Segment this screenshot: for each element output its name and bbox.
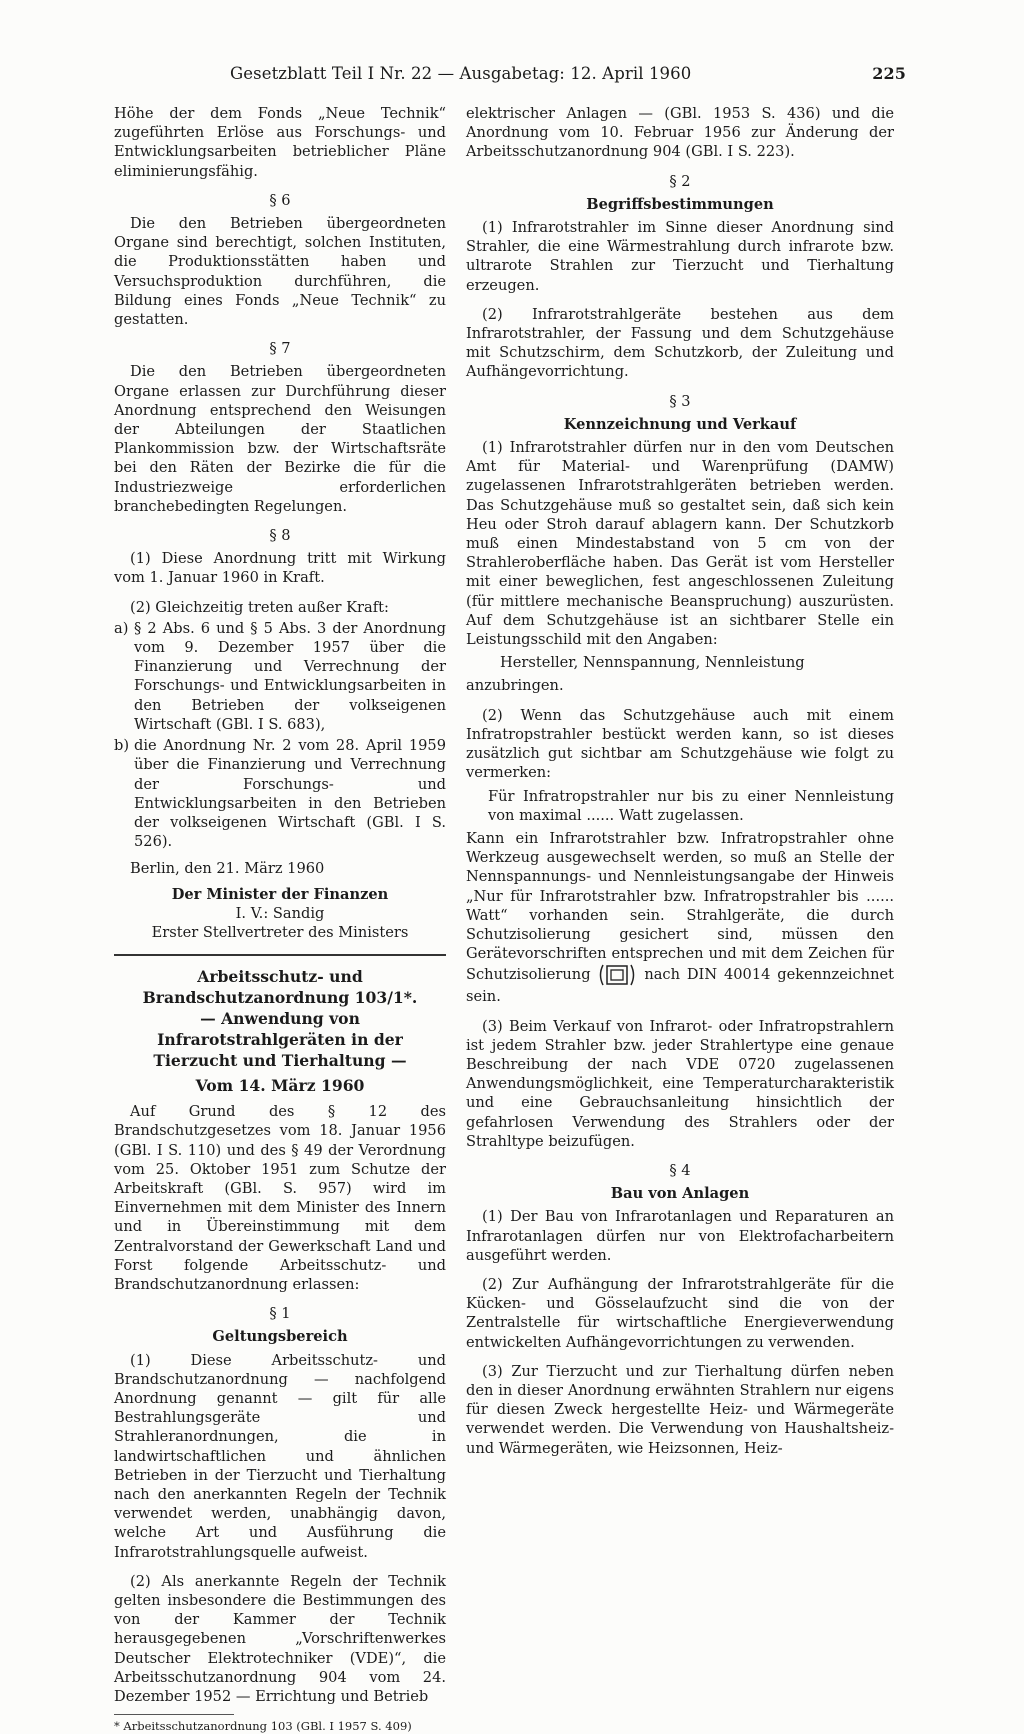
section-3-paragraph-2: (2) Wenn das Schutzgehäuse auch mit einem Infratropstrahler bestückt werden kann, so ist dieses zusätzlich gut sichtbar am Schutzgehäuse wie folgt zu vermerken: bbox=[466, 706, 894, 782]
section-4-heading: § 4 bbox=[669, 1161, 691, 1179]
signatory-role: Erster Stellvertreter des Ministers bbox=[151, 923, 409, 941]
section-3-notice: Für Infratropstrahler nur bis zu einer Nennleistung von maximal ...... Watt zugelassen. bbox=[488, 787, 894, 824]
list-item bbox=[114, 736, 446, 851]
section-1-title: Geltungsbereich bbox=[212, 1328, 348, 1346]
double-square-icon bbox=[597, 963, 637, 987]
page-header bbox=[230, 64, 906, 86]
section-3-paragraph-3: (3) Beim Verkauf von Infrarot- oder Infratropstrahlern ist jedem Strahler bzw. jeder Strahlertype eine genaue Beschreibung der nach VDE 0720 zugelassenen Anwendungsmöglichkeit, eine Temperaturcharakteristik und eine Gebrauchsanleitung hinsichtlich der gefahrlosen Verwendung des Strahlers oder der Strahltype beizufügen. bbox=[466, 1017, 894, 1150]
section-8-paragraph-2: (2) Gleichzeitig treten außer Kraft: bbox=[130, 598, 389, 616]
section-3-paragraph-2b-end: nach DIN 40014 gekennzeichnet sein. bbox=[466, 966, 894, 1006]
section-6-text: Die den Betrieben übergeordneten Organe sind berechtigt, solchen Instituten, die Produktionsstätten haben und Versuchsproduktion durchführen, die Bildung eines Fonds „Neue Technik“ zu gestatten. bbox=[114, 215, 446, 329]
act-date: Vom 14. März 1960 bbox=[195, 1076, 365, 1096]
section-8-heading: § 8 bbox=[269, 527, 291, 545]
continuation-paragraph: elektrischer Anlagen — (GBl. 1953 S. 436) und die Anordnung vom 10. Februar 1956 zur Änderung der Arbeitsschutzanordnung 904 (GBl. I S. 223). bbox=[466, 105, 894, 161]
section-7-text: Die den Betrieben übergeordneten Organe erlassen zur Durchführung dieser Anordnung entsprechend den Weisungen der Abteilungen der Staatlichen Plankommission bzw. der Wirtschaftsräte bei den Räten der Bezirke die für die Industriezweige erforderlichen branchebedingten Regelungen. bbox=[114, 363, 446, 515]
section-2-title: Begriffsbestimmungen bbox=[586, 195, 774, 213]
place-date: Berlin, den 21. März 1960 bbox=[130, 860, 325, 878]
list-item bbox=[114, 619, 446, 734]
divider bbox=[114, 954, 446, 956]
signatory-name: I. V.: Sandig bbox=[235, 904, 325, 922]
section-3-anzubringen: anzubringen. bbox=[466, 677, 564, 695]
section-3-paragraph-2b-text: Kann ein Infrarotstrahler bzw. Infratropstrahler ohne Werkzeug ausgewechselt werden, so muß an Stelle der Nennspannungs- und Nennleistungsangabe der Hinweis „Nur für Infrarotstrahler bzw. Infratropstrahler bis ...... Watt“ vorhanden sein. Strahlgeräte, die durch Schutzisolierung gesichert sind, müssen den Gerätevorschriften entsprechen und mit dem Zeichen für Schutzisolierung bbox=[466, 829, 894, 984]
section-4-title: Bau von Anlagen bbox=[610, 1185, 750, 1203]
section-4-paragraph-1: (1) Der Bau von Infrarotanlagen und Reparaturen an Infrarotanlagen dürfen nur von Elektrofacharbeitern ausgeführt werden. bbox=[466, 1208, 894, 1264]
section-3-paragraph-1: (1) Infrarotstrahler dürfen nur in den vom Deutschen Amt für Material- und Warenprüfung (DAMW) zugelassenen Infrarotstrahlgeräten betrieben werden. Das Schutzgehäuse muß so gestaltet sein, daß sich kein Heu oder Stroh darauf ablagern kann. Der Schutzkorb muß einen Mindestabstand von 5 cm von der Strahleroberfläche haben. Das Gerät ist vom Hersteller mit einer beweglichen, fest angeschlossenen Zuleitung (für mittlere mechanische Beanspruchung) auszurüsten. Auf dem Schutzgehäuse ist an sichtbarer Stelle ein Leistungsschild mit den Angaben: bbox=[466, 439, 894, 649]
nameplate-items: Hersteller, Nennspannung, Nennleistung bbox=[500, 654, 805, 672]
section-4-paragraph-3: (3) Zur Tierzucht und zur Tierhaltung dürfen neben den in dieser Anordnung erwähnten Strahlern nur eigens für diesen Zweck hergestellte Heiz- und Wärmegeräte verwendet werden. Die Verwendung von Haushaltsheiz- und Wärmegeräten, wie Heizsonnen, Heiz- bbox=[466, 1362, 894, 1457]
protective-insulation-symbol bbox=[597, 963, 637, 987]
act-subtitle: — Anwendung von Infrarotstrahlgeräten in der Tierzucht und Tierhaltung — bbox=[153, 1009, 407, 1071]
section-3-paragraph-2b bbox=[466, 829, 894, 1007]
section-1-paragraph-2: (2) Als anerkannte Regeln der Technik gelten insbesondere die Bestimmungen des von der Kammer der Technik herausgegebenen „Vorschriftenwerkes Deutscher Elektrotechniker (VDE)“, die Arbeitsschutzanordnung 904 vom 24. Dezember 1952 — Errichtung und Betrieb bbox=[114, 1572, 446, 1706]
section-3-title: Kennzeichnung und Verkauf bbox=[563, 415, 797, 433]
list-label: a) bbox=[114, 619, 129, 637]
left-column bbox=[114, 104, 446, 1734]
footnote-divider bbox=[114, 1714, 234, 1715]
right-column bbox=[466, 104, 894, 1468]
signatory-title: Der Minister der Finanzen bbox=[171, 885, 389, 903]
list-text: § 2 Abs. 6 und § 5 Abs. 3 der Anordnung vom 9. Dezember 1957 über die Finanzierung und Verrechnung der Forschungs- und Entwicklungsarbeiten in den Betrieben der volkseigenen Wirtschaft (GBl. I S. 683), bbox=[134, 619, 446, 733]
section-2-heading: § 2 bbox=[669, 172, 691, 190]
act-title: Arbeitsschutz- und Brandschutzanordnung 103/1*. bbox=[142, 967, 418, 1008]
intro-paragraph: Höhe der dem Fonds „Neue Technik“ zugeführten Erlöse aus Forschungs- und Entwicklungsarbeiten betrieblicher Pläne eliminierungsfähig. bbox=[114, 105, 446, 180]
list-text: die Anordnung Nr. 2 vom 28. April 1959 über die Finanzierung und Verrechnung der Forschungs- und Entwicklungsarbeiten in den Betrieben der volkseigenen Wirtschaft (GBl. I S. 526). bbox=[134, 737, 446, 851]
section-2-paragraph-2: (2) Infrarotstrahlgeräte bestehen aus dem Infrarotstrahler, der Fassung und dem Schutzgehäuse mit Schutzschirm, dem Schutzkorb, der Zuleitung und Aufhängevorrichtung. bbox=[466, 305, 894, 381]
section-1-paragraph-1: (1) Diese Arbeitsschutz- und Brandschutzanordnung — nachfolgend Anordnung genannt — gilt für alle Bestrahlungsgeräte und Strahleranordnungen, die in landwirtschaftlichen und ähnlichen Betrieben in der Tierzucht und Tierhaltung nach den anerkannten Regeln der Technik verwendet werden, unabhängig davon, welche Art und Ausführung die Infrarotstrahlungsquelle aufweist. bbox=[114, 1351, 446, 1561]
footnote: * Arbeitsschutzanordnung 103 (GBl. I 1957 S. 409) bbox=[114, 1719, 412, 1734]
section-4-paragraph-2: (2) Zur Aufhängung der Infrarotstrahlgeräte für die Kücken- und Gösselaufzucht sind die von der Zentralstelle für wirtschaftliche Energieverwendung entwickelten Aufhängevorrichtungen zu verwenden. bbox=[466, 1275, 894, 1351]
section-6-heading: § 6 bbox=[269, 191, 291, 209]
section-2-paragraph-1: (1) Infrarotstrahler im Sinne dieser Anordnung sind Strahler, die eine Wärmestrahlung durch infrarote bzw. ultrarote Strahlen zur Tierzucht und Tierhaltung erzeugen. bbox=[466, 219, 894, 294]
page-number: 225 bbox=[872, 64, 906, 83]
gazette-title: Gesetzblatt Teil I Nr. 22 — Ausgabetag: 12. April 1960 bbox=[230, 64, 692, 83]
preamble: Auf Grund des § 12 des Brandschutzgesetzes vom 18. Januar 1956 (GBl. I S. 110) und des § 49 der Verordnung vom 25. Oktober 1951 zum Schutze der Arbeitskraft (GBl. S. 957) wird im Einvernehmen mit dem Minister des Innern und in Übereinstimmung mit dem Zentralvorstand der Gewerkschaft Land und Forst folgende Arbeitsschutz- und Brandschutzanordnung erlassen: bbox=[114, 1103, 446, 1293]
list-label: b) bbox=[114, 737, 130, 755]
section-8-paragraph-1: (1) Diese Anordnung tritt mit Wirkung vom 1. Januar 1960 in Kraft. bbox=[114, 550, 446, 587]
section-3-heading: § 3 bbox=[669, 392, 691, 410]
section-1-heading: § 1 bbox=[269, 1305, 291, 1323]
section-7-heading: § 7 bbox=[269, 340, 291, 358]
